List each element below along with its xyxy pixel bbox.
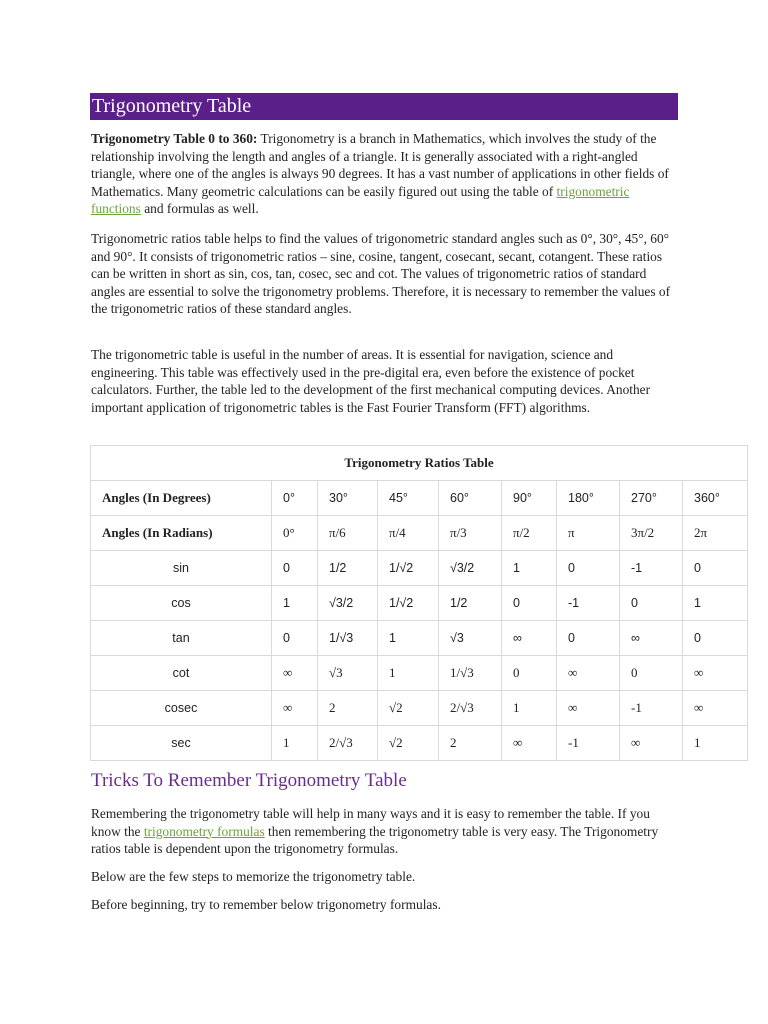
degrees-label: Angles (In Degrees) bbox=[91, 481, 272, 516]
trigonometry-formulas-link[interactable]: trigonometry formulas bbox=[143, 823, 265, 839]
value-cell: 0 bbox=[620, 586, 683, 621]
value-cell: 2/√3 bbox=[318, 726, 378, 761]
value-cell: -1 bbox=[620, 691, 683, 726]
value-cell: -1 bbox=[620, 551, 683, 586]
function-name-cell: sin bbox=[91, 551, 272, 586]
value-cell: 1/√2 bbox=[378, 586, 439, 621]
degree-cell: 0° bbox=[272, 481, 318, 516]
radian-cell: 3π/2 bbox=[620, 516, 683, 551]
trigonometric-functions-link[interactable]: trigonometric functions bbox=[91, 183, 630, 217]
radian-cell: π/2 bbox=[502, 516, 557, 551]
radian-cell: 0° bbox=[272, 516, 318, 551]
degree-cell: 270° bbox=[620, 481, 683, 516]
radian-cell: 2π bbox=[683, 516, 748, 551]
radian-cell: π/4 bbox=[378, 516, 439, 551]
before-paragraph: Before beginning, try to remember below trigonometry formulas. bbox=[91, 897, 441, 912]
degree-cell: 180° bbox=[557, 481, 620, 516]
tricks-paragraph bbox=[91, 805, 681, 858]
tricks-text-end: then remembering the trigonometry table is very easy. The Trigonometry ratios table is dependent upon the trigonometry formulas. bbox=[91, 823, 659, 857]
value-cell: -1 bbox=[557, 586, 620, 621]
value-cell: ∞ bbox=[272, 656, 318, 691]
intro-bold-label: Trigonometry Table 0 to 360: bbox=[91, 131, 258, 146]
table-row-radians bbox=[91, 516, 748, 551]
table-row-cos bbox=[91, 586, 748, 621]
value-cell: -1 bbox=[557, 726, 620, 761]
table-row-sin bbox=[91, 551, 748, 586]
degree-cell: 60° bbox=[439, 481, 502, 516]
intro-text-end: and formulas as well. bbox=[140, 201, 259, 217]
value-cell: 1 bbox=[502, 691, 557, 726]
radian-cell: π/3 bbox=[439, 516, 502, 551]
radian-cell: π/6 bbox=[318, 516, 378, 551]
value-cell: 1/√2 bbox=[378, 551, 439, 586]
value-cell: ∞ bbox=[683, 656, 748, 691]
value-cell: 1 bbox=[378, 621, 439, 656]
value-cell: √2 bbox=[378, 726, 439, 761]
intro-paragraph bbox=[91, 130, 681, 218]
value-cell: 0 bbox=[620, 656, 683, 691]
table-row-degrees bbox=[91, 481, 748, 516]
table-caption: Trigonometry Ratios Table bbox=[91, 446, 748, 481]
value-cell: 1/2 bbox=[439, 586, 502, 621]
value-cell: √3/2 bbox=[439, 551, 502, 586]
value-cell: ∞ bbox=[502, 621, 557, 656]
value-cell: 1/√3 bbox=[318, 621, 378, 656]
value-cell: 0 bbox=[557, 621, 620, 656]
value-cell: ∞ bbox=[272, 691, 318, 726]
table-caption-row bbox=[91, 446, 748, 481]
value-cell: √3/2 bbox=[318, 586, 378, 621]
value-cell: √2 bbox=[378, 691, 439, 726]
value-cell: 1 bbox=[378, 656, 439, 691]
value-cell: 0 bbox=[557, 551, 620, 586]
table-row-cot bbox=[91, 656, 748, 691]
value-cell: 1/2 bbox=[318, 551, 378, 586]
value-cell: 0 bbox=[272, 621, 318, 656]
value-cell: √3 bbox=[439, 621, 502, 656]
degree-cell: 360° bbox=[683, 481, 748, 516]
value-cell: 2/√3 bbox=[439, 691, 502, 726]
value-cell: 0 bbox=[272, 551, 318, 586]
value-cell: ∞ bbox=[502, 726, 557, 761]
intro-text: Trigonometry is a branch in Mathematics, which involves the study of the relationship involving the length and angles of a triangle. It is generally associated with a right-angled triangle, where one of the angles is always 90 degrees. It has a vast number of applications in other fields of Mathematics. Many geometric calculations can be easily figured out using the table of bbox=[91, 131, 669, 199]
value-cell: √3 bbox=[318, 656, 378, 691]
value-cell: 0 bbox=[683, 621, 748, 656]
value-cell: 2 bbox=[318, 691, 378, 726]
ratios-paragraph: Trigonometric ratios table helps to find the values of trigonometric standard angles such as 0°, 30°, 45°, 60° and 90°. It consists of trigonometric ratios – sine, cosine, tangent, cosecant, secant, cotangent. These ratios can be written in short as sin, cos, tan, cosec, sec and cot. The values of trigonometric ratios of standard angles are essential to solve the trigonometry problems. Therefore, it is necessary to remember the values of the trigonometric ratios of these standard angles. bbox=[91, 231, 671, 317]
degree-cell: 90° bbox=[502, 481, 557, 516]
function-name-cell: cosec bbox=[91, 691, 272, 726]
value-cell: ∞ bbox=[557, 656, 620, 691]
value-cell: ∞ bbox=[557, 691, 620, 726]
function-name-cell: cot bbox=[91, 656, 272, 691]
page-title: Trigonometry Table bbox=[90, 93, 678, 120]
value-cell: ∞ bbox=[620, 726, 683, 761]
value-cell: 1 bbox=[272, 586, 318, 621]
function-name-cell: sec bbox=[91, 726, 272, 761]
value-cell: 0 bbox=[502, 586, 557, 621]
value-cell: 1 bbox=[683, 726, 748, 761]
value-cell: 1 bbox=[272, 726, 318, 761]
function-name-cell: cos bbox=[91, 586, 272, 621]
tricks-heading: Tricks To Remember Trigonometry Table bbox=[91, 770, 407, 791]
value-cell: 0 bbox=[683, 551, 748, 586]
value-cell: 1 bbox=[683, 586, 748, 621]
value-cell: ∞ bbox=[620, 621, 683, 656]
radian-cell: π bbox=[557, 516, 620, 551]
value-cell: ∞ bbox=[683, 691, 748, 726]
value-cell: 1/√3 bbox=[439, 656, 502, 691]
degree-cell: 30° bbox=[318, 481, 378, 516]
value-cell: 2 bbox=[439, 726, 502, 761]
radians-label: Angles (In Radians) bbox=[91, 516, 272, 551]
table-row-cosec bbox=[91, 691, 748, 726]
steps-paragraph: Below are the few steps to memorize the trigonometry table. bbox=[91, 869, 416, 884]
function-name-cell: tan bbox=[91, 621, 272, 656]
value-cell: 0 bbox=[502, 656, 557, 691]
trigonometry-ratios-table bbox=[90, 445, 748, 761]
table-row-tan bbox=[91, 621, 748, 656]
table-row-sec bbox=[91, 726, 748, 761]
uses-paragraph: The trigonometric table is useful in the number of areas. It is essential for navigation, science and engineering. This table was effectively used in the pre-digital era, even before the existence of pocket calculators. Further, the table led to the development of the first mechanical computing devices. Another important application of trigonometric tables is the Fast Fourier Transform (FFT) algorithms. bbox=[91, 347, 651, 415]
tricks-text: Remembering the trigonometry table will help in many ways and it is easy to remember the table. If you know the bbox=[91, 806, 650, 839]
degree-cell: 45° bbox=[378, 481, 439, 516]
value-cell: 1 bbox=[502, 551, 557, 586]
